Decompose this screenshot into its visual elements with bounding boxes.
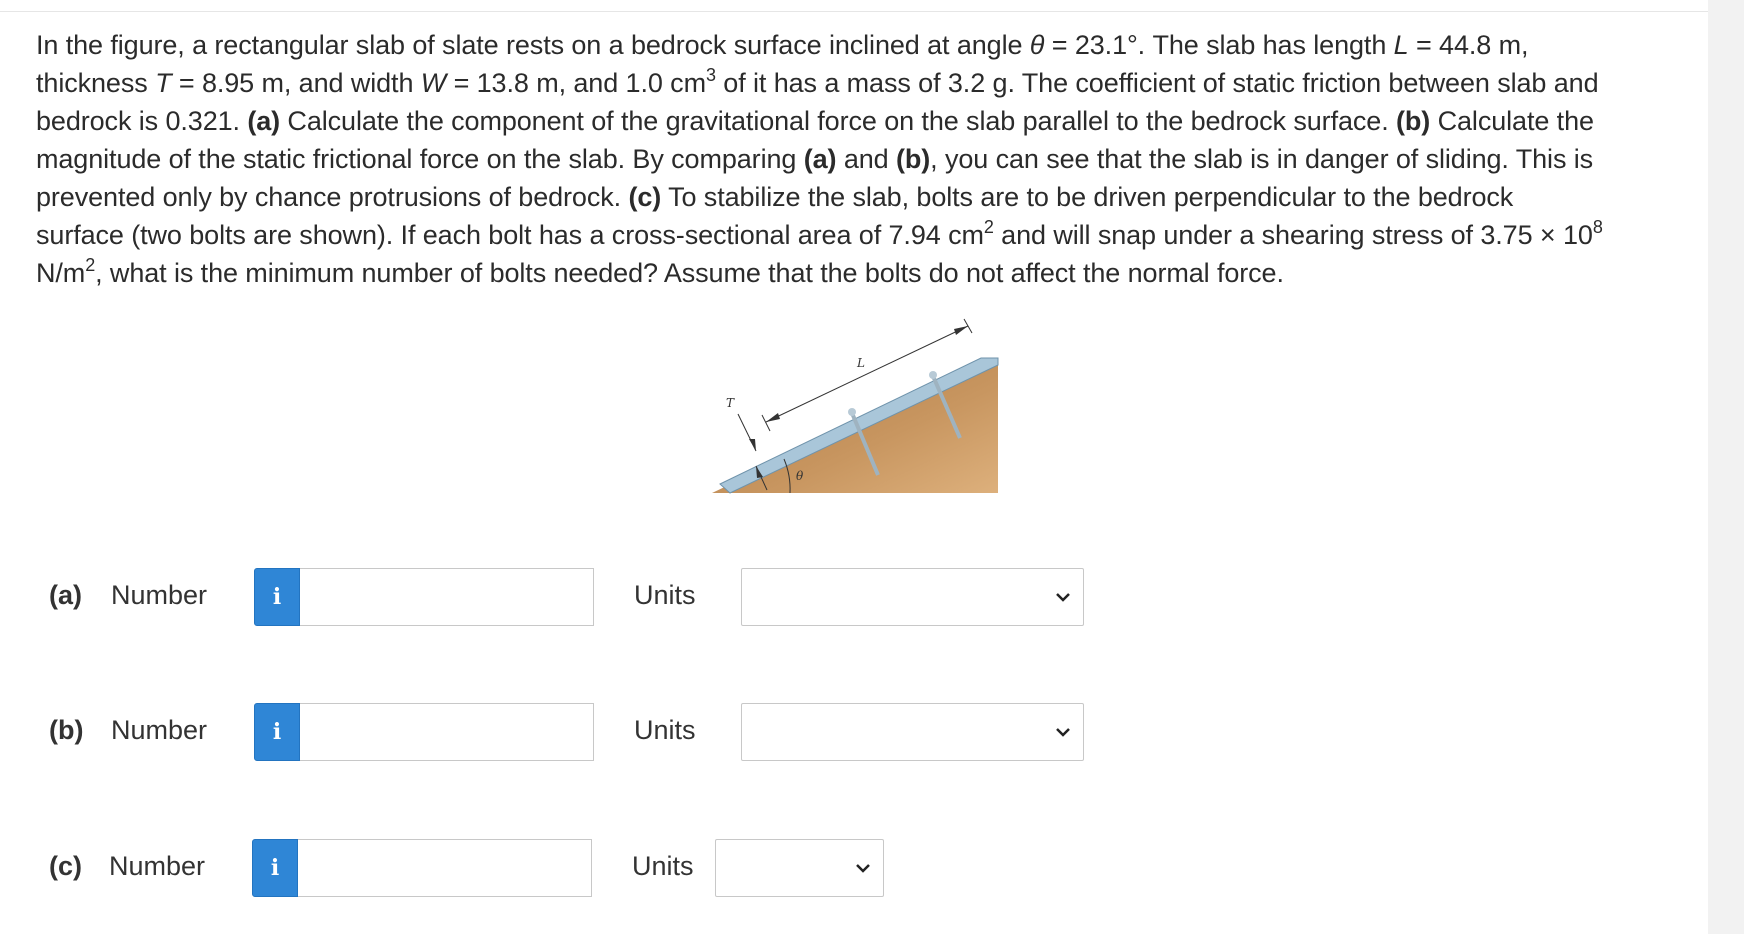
answer-row-b bbox=[0, 701, 1200, 763]
text-run: (a) bbox=[803, 144, 837, 174]
text-run: W bbox=[420, 68, 447, 98]
text-run: To stabilize the slab, bolts are to be driven perpendicular to the bedrock bbox=[661, 182, 1514, 212]
text-run: (b) bbox=[895, 144, 931, 174]
text-run: N/m bbox=[36, 258, 86, 288]
text-run: Calculate the component of the gravitational force on the slab parallel to the bedrock surface. bbox=[280, 106, 1397, 136]
text-run: bedrock is 0.321. bbox=[36, 106, 248, 136]
problem-statement bbox=[36, 26, 1676, 292]
extension-line bbox=[762, 415, 770, 431]
page-margin bbox=[1708, 0, 1744, 934]
extension-line bbox=[964, 319, 972, 333]
part-label: (a) bbox=[49, 580, 82, 610]
text-run: 3 bbox=[705, 65, 716, 85]
top-divider bbox=[0, 11, 1708, 12]
units-select-a[interactable] bbox=[741, 568, 1084, 626]
text-run: 2 bbox=[983, 217, 994, 237]
arrowhead bbox=[749, 439, 756, 451]
text-run: = 8.95 m, and width bbox=[171, 68, 421, 98]
number-input-c[interactable] bbox=[298, 839, 592, 897]
label-T: T bbox=[726, 396, 735, 410]
text-run: thickness bbox=[36, 68, 156, 98]
inclined-slab-figure bbox=[700, 318, 1020, 528]
label-theta: θ bbox=[796, 469, 804, 483]
text-run: Calculate the bbox=[1430, 106, 1594, 136]
units-select-c[interactable] bbox=[715, 839, 884, 897]
text-run: magnitude of the static frictional force on the slab. By comparing bbox=[36, 144, 804, 174]
number-label: Number bbox=[111, 580, 208, 610]
units-label: Units bbox=[634, 580, 696, 610]
bolt-head bbox=[848, 408, 856, 416]
problem-line bbox=[36, 64, 1676, 102]
text-run: = 44.8 m, bbox=[1408, 30, 1529, 60]
info-icon[interactable]: i bbox=[254, 703, 300, 761]
problem-line bbox=[36, 216, 1676, 254]
problem-line bbox=[36, 254, 1676, 292]
number-label: Number bbox=[111, 715, 208, 745]
text-run: , you can see that the slab is in danger of sliding. This is bbox=[930, 144, 1594, 174]
info-icon[interactable]: i bbox=[254, 568, 300, 626]
text-run: In the figure, a rectangular slab of slate rests on a bedrock surface inclined at angle bbox=[36, 30, 1030, 60]
info-icon[interactable]: i bbox=[252, 839, 298, 897]
text-run: (a) bbox=[247, 106, 281, 136]
arrowhead bbox=[766, 413, 780, 422]
text-run: of it has a mass of 3.2 g. The coefficient of static friction between slab and bbox=[715, 68, 1599, 98]
arrowhead bbox=[954, 326, 968, 335]
text-run: (c) bbox=[628, 182, 662, 212]
number-label: Number bbox=[109, 851, 206, 881]
units-label: Units bbox=[634, 715, 696, 745]
text-run: L bbox=[1393, 30, 1409, 60]
text-run: surface (two bolts are shown). If each bolt has a cross-sectional area of 7.94 cm bbox=[36, 220, 984, 250]
problem-line bbox=[36, 26, 1676, 64]
answer-row-c bbox=[0, 837, 1200, 899]
text-run: = 23.1°. The slab has length bbox=[1044, 30, 1394, 60]
text-run: T bbox=[155, 68, 172, 98]
text-run: and bbox=[836, 144, 896, 174]
problem-line bbox=[36, 140, 1676, 178]
problem-line bbox=[36, 178, 1676, 216]
units-label: Units bbox=[632, 851, 694, 881]
text-run: = 13.8 m, and 1.0 cm bbox=[446, 68, 706, 98]
chevron-down-icon bbox=[1053, 722, 1073, 742]
text-run: prevented only by chance protrusions of bedrock. bbox=[36, 182, 629, 212]
text-run: θ bbox=[1029, 30, 1045, 60]
chevron-down-icon bbox=[853, 858, 873, 878]
text-run: 2 bbox=[85, 255, 96, 275]
chevron-down-icon bbox=[1053, 587, 1073, 607]
bolt-head bbox=[929, 371, 937, 379]
part-label: (b) bbox=[49, 715, 84, 745]
number-input-b[interactable] bbox=[300, 703, 594, 761]
answer-label bbox=[49, 580, 207, 611]
text-run: (b) bbox=[1396, 106, 1431, 136]
text-run: 8 bbox=[1592, 217, 1603, 237]
label-L: L bbox=[857, 356, 865, 370]
answer-label bbox=[49, 715, 207, 746]
number-input-a[interactable] bbox=[300, 568, 594, 626]
answer-row-a bbox=[0, 566, 1200, 628]
text-run: and will snap under a shearing stress of 3.75 × 10 bbox=[993, 220, 1593, 250]
problem-line bbox=[36, 102, 1676, 140]
part-label: (c) bbox=[49, 851, 82, 881]
text-run: , what is the minimum number of bolts needed? Assume that the bolts do not affect the normal force. bbox=[95, 258, 1284, 288]
answer-label bbox=[49, 851, 205, 882]
units-select-b[interactable] bbox=[741, 703, 1084, 761]
